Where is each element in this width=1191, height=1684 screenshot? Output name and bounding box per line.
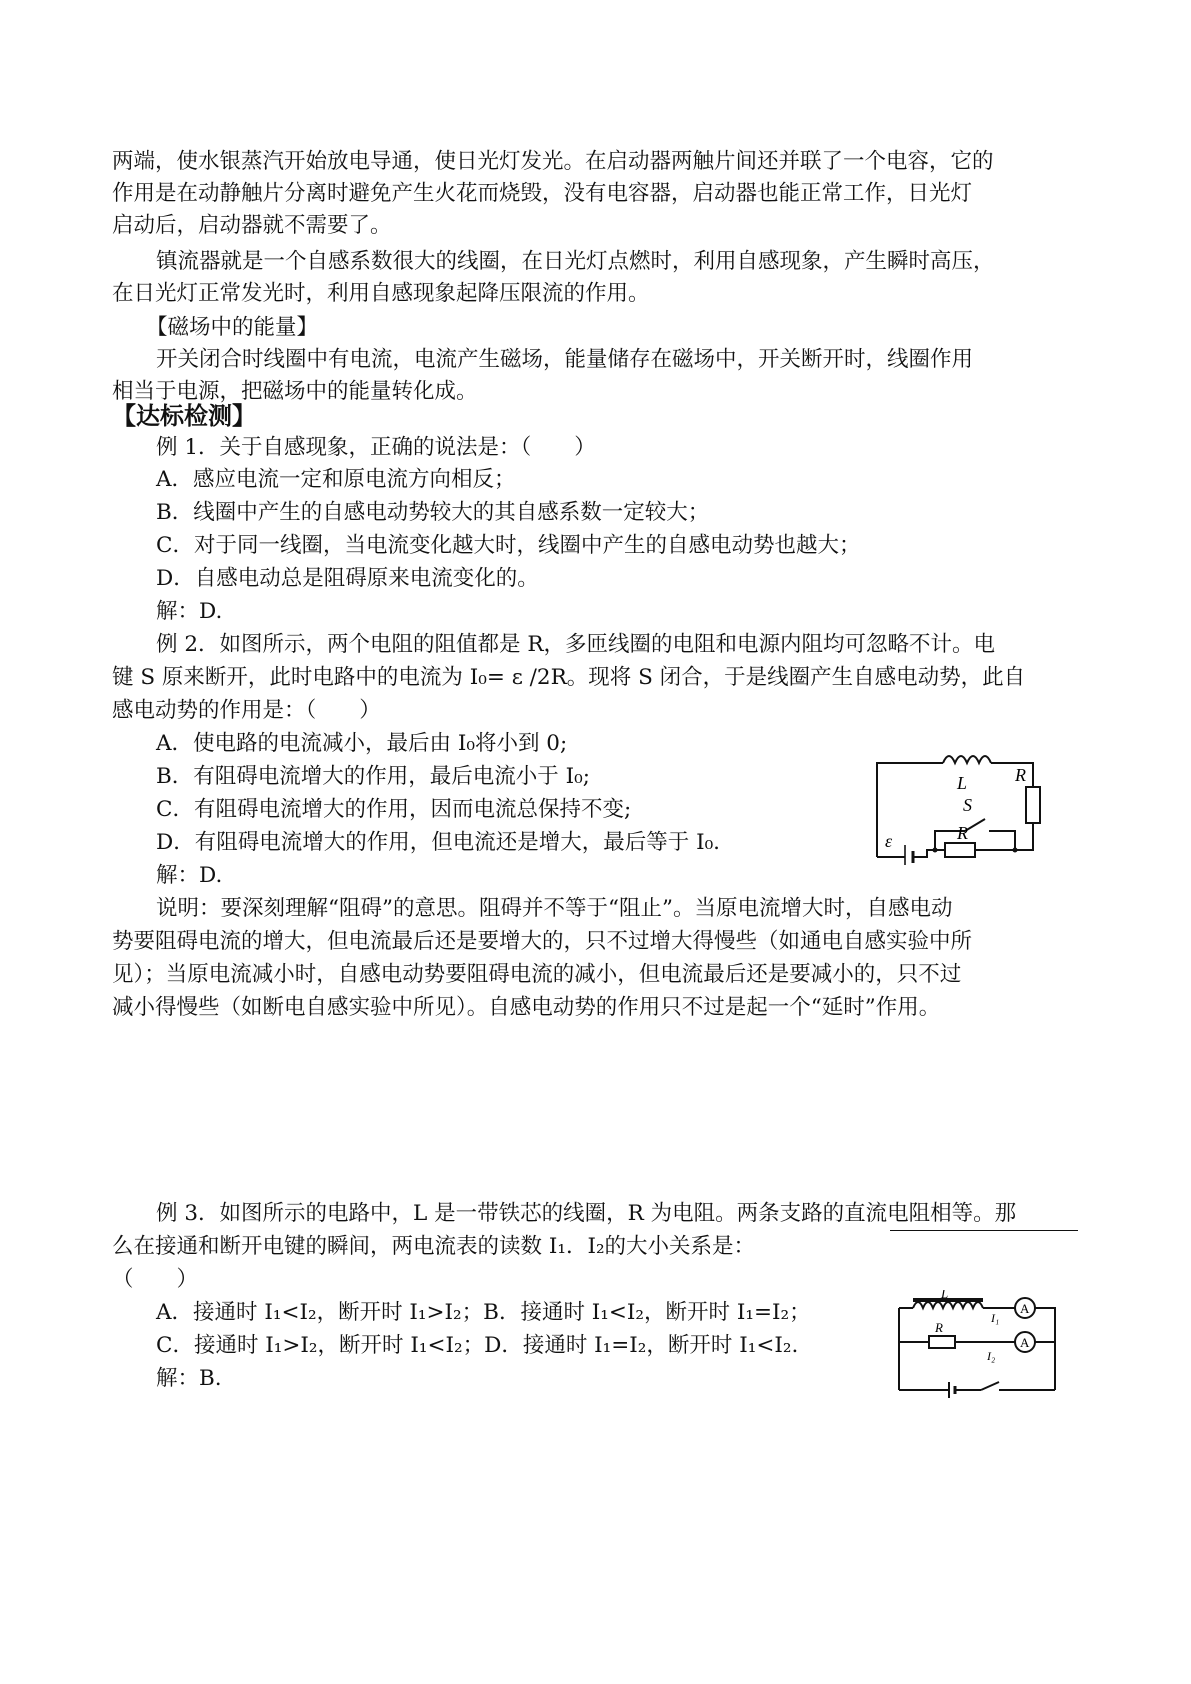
question-line: 例 2．如图所示，两个电阻的阻值都是 R，多匝线圈的电阻和电源内阻均可忽略不计。电: [156, 632, 996, 657]
section-heading: 【达标检测】: [112, 402, 256, 430]
circuit-diagram-ex2: [865, 745, 1045, 865]
text-line: 两端，使水银蒸汽开始放电导通，使日光灯发光。在启动器两触片间还并联了一个电容，它的: [112, 149, 994, 174]
label-L: L: [957, 773, 968, 793]
option-d: D．有阻碍电流增大的作用，但电流还是增大，最后等于 I₀.: [156, 830, 721, 855]
question-line: 感电动势的作用是：（ ）: [112, 698, 381, 723]
label-emf: ε: [885, 831, 893, 851]
option-ab: A．接通时 I₁<I₂，断开时 I₁>I₂；B．接通时 I₁<I₂，断开时 I₁=I₂；: [156, 1300, 811, 1325]
note-line: 减小得慢些（如断电自感实验中所见）。自感电动势的作用只不过是起一个“延时”作用。: [112, 995, 941, 1020]
text-line: 开关闭合时线圈中有电流，电流产生磁场，能量储存在磁场中，开关断开时，线圈作用: [156, 347, 974, 372]
note-line: 说明：要深刻理解“阻碍”的意思。阻碍并不等于“阻止”。当原电流增大时，自感电动: [156, 896, 953, 921]
option-b: B．线圈中产生的自感电动势较大的其自感系数一定较大；: [156, 500, 710, 525]
label-I1: I₁: [991, 1311, 1000, 1325]
option-cd: C．接通时 I₁>I₂，断开时 I₁<I₂；D．接通时 I₁=I₂，断开时 I₁<I₂.: [156, 1333, 799, 1358]
text-line: 镇流器就是一个自感系数很大的线圈，在日光灯点燃时，利用自感现象，产生瞬时高压，: [156, 249, 995, 274]
answer-blank: [890, 1230, 1078, 1231]
text-line: 在日光灯正常发光时，利用自感现象起降压限流的作用。: [112, 281, 650, 306]
option-c: C．对于同一线圈，当电流变化越大时，线圈中产生的自感电动势也越大；: [156, 533, 861, 558]
question-line: 例 1．关于自感现象，正确的说法是：（ ）: [156, 435, 596, 460]
label-R-inner: R: [957, 823, 968, 843]
option-a: A．感应电流一定和原电流方向相反；: [156, 467, 516, 492]
question-line: 例 3．如图所示的电路中，L 是一带铁芯的线圈，R 为电阻。两条支路的直流电阻相等。那: [156, 1201, 1017, 1226]
question-line: （ ）: [112, 1267, 199, 1292]
note-line: 见）；当原电流减小时，自感电动势要阻碍电流的减小，但电流最后还是要减小的，只不过: [112, 962, 962, 987]
label-I2: I₂: [987, 1349, 996, 1363]
label-L: L: [941, 1290, 949, 1301]
circuit-diagram-ex3: [895, 1290, 1070, 1402]
label-R: R: [935, 1320, 943, 1335]
ammeter-label: A: [1020, 1301, 1030, 1316]
answer-line: 解：B.: [156, 1366, 222, 1391]
answer-line: 解：D.: [156, 863, 223, 888]
text-line: 相当于电源，把磁场中的能量转化成。: [112, 379, 478, 404]
sub-heading: 【磁场中的能量】: [146, 315, 319, 340]
option-c: C．有阻碍电流增大的作用，因而电流总保持不变;: [156, 797, 632, 822]
text-line: 启动后，启动器就不需要了。: [112, 213, 392, 238]
option-d: D．自感电动总是阻碍原来电流变化的。: [156, 566, 539, 591]
option-a: A．使电路的电流减小，最后由 I₀将小到 0;: [156, 731, 568, 756]
question-line: 么在接通和断开电键的瞬间，两电流表的读数 I₁．I₂的大小关系是：: [112, 1234, 756, 1259]
label-R: R: [1015, 765, 1026, 785]
note-line: 势要阻碍电流的增大，但电流最后还是要增大的，只不过增大得慢些（如通电自感实验中所: [112, 929, 973, 954]
text-line: 作用是在动静触片分离时避免产生火花而烧毁，没有电容器，启动器也能正常工作，日光灯: [112, 181, 973, 206]
label-S: S: [963, 795, 972, 815]
ammeter-label: A: [1020, 1335, 1030, 1350]
option-b: B．有阻碍电流增大的作用，最后电流小于 I₀;: [156, 764, 590, 789]
question-line: 键 S 原来断开，此时电路中的电流为 I₀= ε /2R。现将 S 闭合，于是线圈产生自感电动势，此自: [112, 665, 1026, 690]
answer-line: 解：D.: [156, 599, 223, 624]
